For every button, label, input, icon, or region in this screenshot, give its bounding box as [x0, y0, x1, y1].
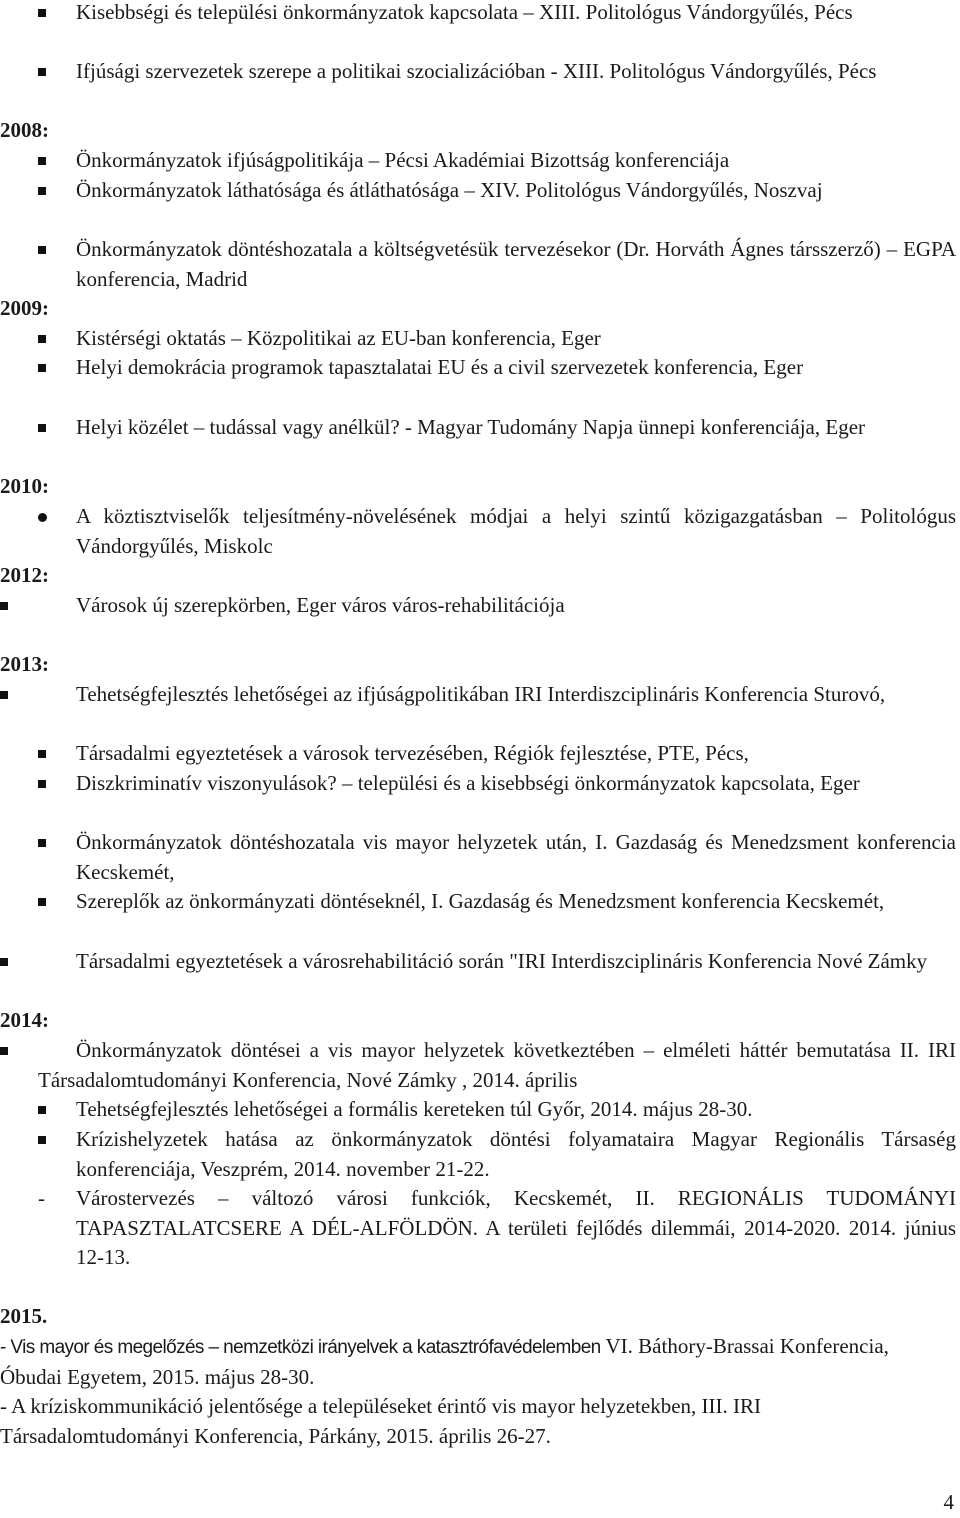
year-heading-2008: 2008: — [0, 118, 49, 142]
square-bullet-icon — [38, 839, 46, 847]
square-bullet-icon — [38, 750, 46, 758]
square-bullet-icon — [38, 424, 46, 432]
round-bullet-icon — [38, 513, 47, 522]
list-item — [38, 947, 956, 977]
list-item: Várostervezés – változó városi funkciók, Kecskemét, II. REGIONÁLIS TUDOMÁNYI TAPASZTALATCSERE A DÉL-ALFÖLDÖN. A területi fejlődés dilemmái, 2014-2020. 2014. június 12-13. — [76, 1186, 956, 1269]
year-heading-2015: 2015. — [0, 1304, 48, 1328]
square-bullet-icon — [0, 691, 8, 699]
square-bullet-icon — [38, 898, 46, 906]
year-heading-2012: 2012: — [0, 563, 49, 587]
square-bullet-icon — [38, 1136, 46, 1144]
year-heading-2013: 2013: — [0, 652, 49, 676]
list-item: Tehetségfejlesztés lehetőségei a formális kereteken túl Győr, 2014. május 28-30. — [76, 1097, 753, 1121]
square-bullet-icon — [38, 335, 46, 343]
square-bullet-icon — [38, 68, 46, 76]
list-item: Helyi demokrácia programok tapasztalatai EU és a civil szervezetek konferencia, Eger — [76, 355, 804, 379]
square-bullet-icon — [38, 9, 46, 17]
list-item — [38, 1036, 956, 1095]
square-bullet-icon — [0, 1047, 8, 1055]
list-item: Diszkriminatív viszonyulások? – települési és a kisebbségi önkormányzatok kapcsolata, Eger — [76, 771, 860, 795]
list-item — [38, 680, 956, 710]
dash-bullet: - — [38, 1186, 45, 1210]
square-bullet-icon — [38, 246, 46, 254]
paragraph — [0, 1332, 930, 1392]
list-item: Kistérségi oktatás – Közpolitikai az EU-ban konferencia, Eger — [76, 326, 601, 350]
year-heading-2014: 2014: — [0, 1008, 49, 1032]
square-bullet-icon — [0, 958, 8, 966]
page-number: 4 — [943, 1490, 954, 1514]
list-item: Szereplők az önkormányzati döntéseknél, I. Gazdaság és Menedzsment konferencia Kecskemét, — [76, 889, 885, 913]
year-heading-2009: 2009: — [0, 296, 49, 320]
list-item: Önkormányzatok ifjúságpolitikája – Pécsi Akadémiai Bizottság konferenciája — [76, 148, 730, 172]
list-item: Önkormányzatok láthatósága és átláthatósága – XIV. Politológus Vándorgyűlés, Noszvaj — [76, 178, 823, 202]
list-item-text: Önkormányzatok döntései a vis mayor helyzetek következtében – elméleti háttér bemutatása II. IRI Társadalomtudományi Konferencia, Nové Zámky , 2014. április — [38, 1038, 956, 1092]
list-item-text: Tehetségfejlesztés lehetőségei az ifjúságpolitikában IRI Interdiszciplináris Konferencia Sturovó, — [76, 682, 886, 706]
list-item: Önkormányzatok döntéshozatala vis mayor helyzetek után, I. Gazdaság és Menedzsment konferencia Kecskemét, — [76, 830, 956, 884]
list-item: A köztisztviselők teljesítmény-növelésének módjai a helyi szintű közigazgatásban – Politológus Vándorgyűlés, Miskolc — [76, 504, 956, 558]
year-heading-2010: 2010: — [0, 474, 49, 498]
paragraph-serif-part: VI. Báthory-Brassai Konferencia, Óbudai Egyetem, 2015. május 28-30. — [0, 1334, 889, 1389]
list-item: Helyi közélet – tudással vagy anélkül? - Magyar Tudomány Napja ünnepi konferenciája, Eger — [76, 415, 866, 439]
list-item: Kisebbségi és települési önkormányzatok kapcsolata – XIII. Politológus Vándorgyűlés, Pécs — [76, 0, 853, 24]
square-bullet-icon — [38, 157, 46, 165]
square-bullet-icon — [38, 780, 46, 788]
square-bullet-icon — [38, 187, 46, 195]
list-item: Krízishelyzetek hatása az önkormányzatok döntési folyamataira Magyar Regionális Társaség konferenciája, Veszprém, 2014. november 21-22. — [76, 1127, 956, 1181]
paragraph-sans-part: - Vis mayor és megelőzés – nemzetközi irányelvek a katasztrófavédelemben — [0, 1337, 601, 1358]
square-bullet-icon — [38, 364, 46, 372]
square-bullet-icon — [38, 1106, 46, 1114]
list-item-text: Társadalmi egyeztetések a városrehabilitáció során "IRI Interdiszciplináris Konferencia Nové Zámky — [76, 949, 928, 973]
paragraph: - A kríziskommunikáció jelentősége a településeket érintő vis mayor helyzetekben, III. IRI Társadalomtudományi Konferencia, Párkány, 2015. április 26-27. — [0, 1394, 762, 1448]
list-item: Ifjúsági szervezetek szerepe a politikai szocializációban - XIII. Politológus Vándorgyűlés, Pécs — [76, 59, 877, 83]
list-item: Társadalmi egyeztetések a városok tervezésében, Régiók fejlesztése, PTE, Pécs, — [76, 741, 749, 765]
list-item: Városok új szerepkörben, Eger város város-rehabilitációja — [76, 593, 565, 617]
square-bullet-icon — [0, 602, 8, 610]
list-item: Önkormányzatok döntéshozatala a költségvetésük tervezésekor (Dr. Horváth Ágnes társszerző) – EGPA konferencia, Madrid — [76, 237, 956, 291]
